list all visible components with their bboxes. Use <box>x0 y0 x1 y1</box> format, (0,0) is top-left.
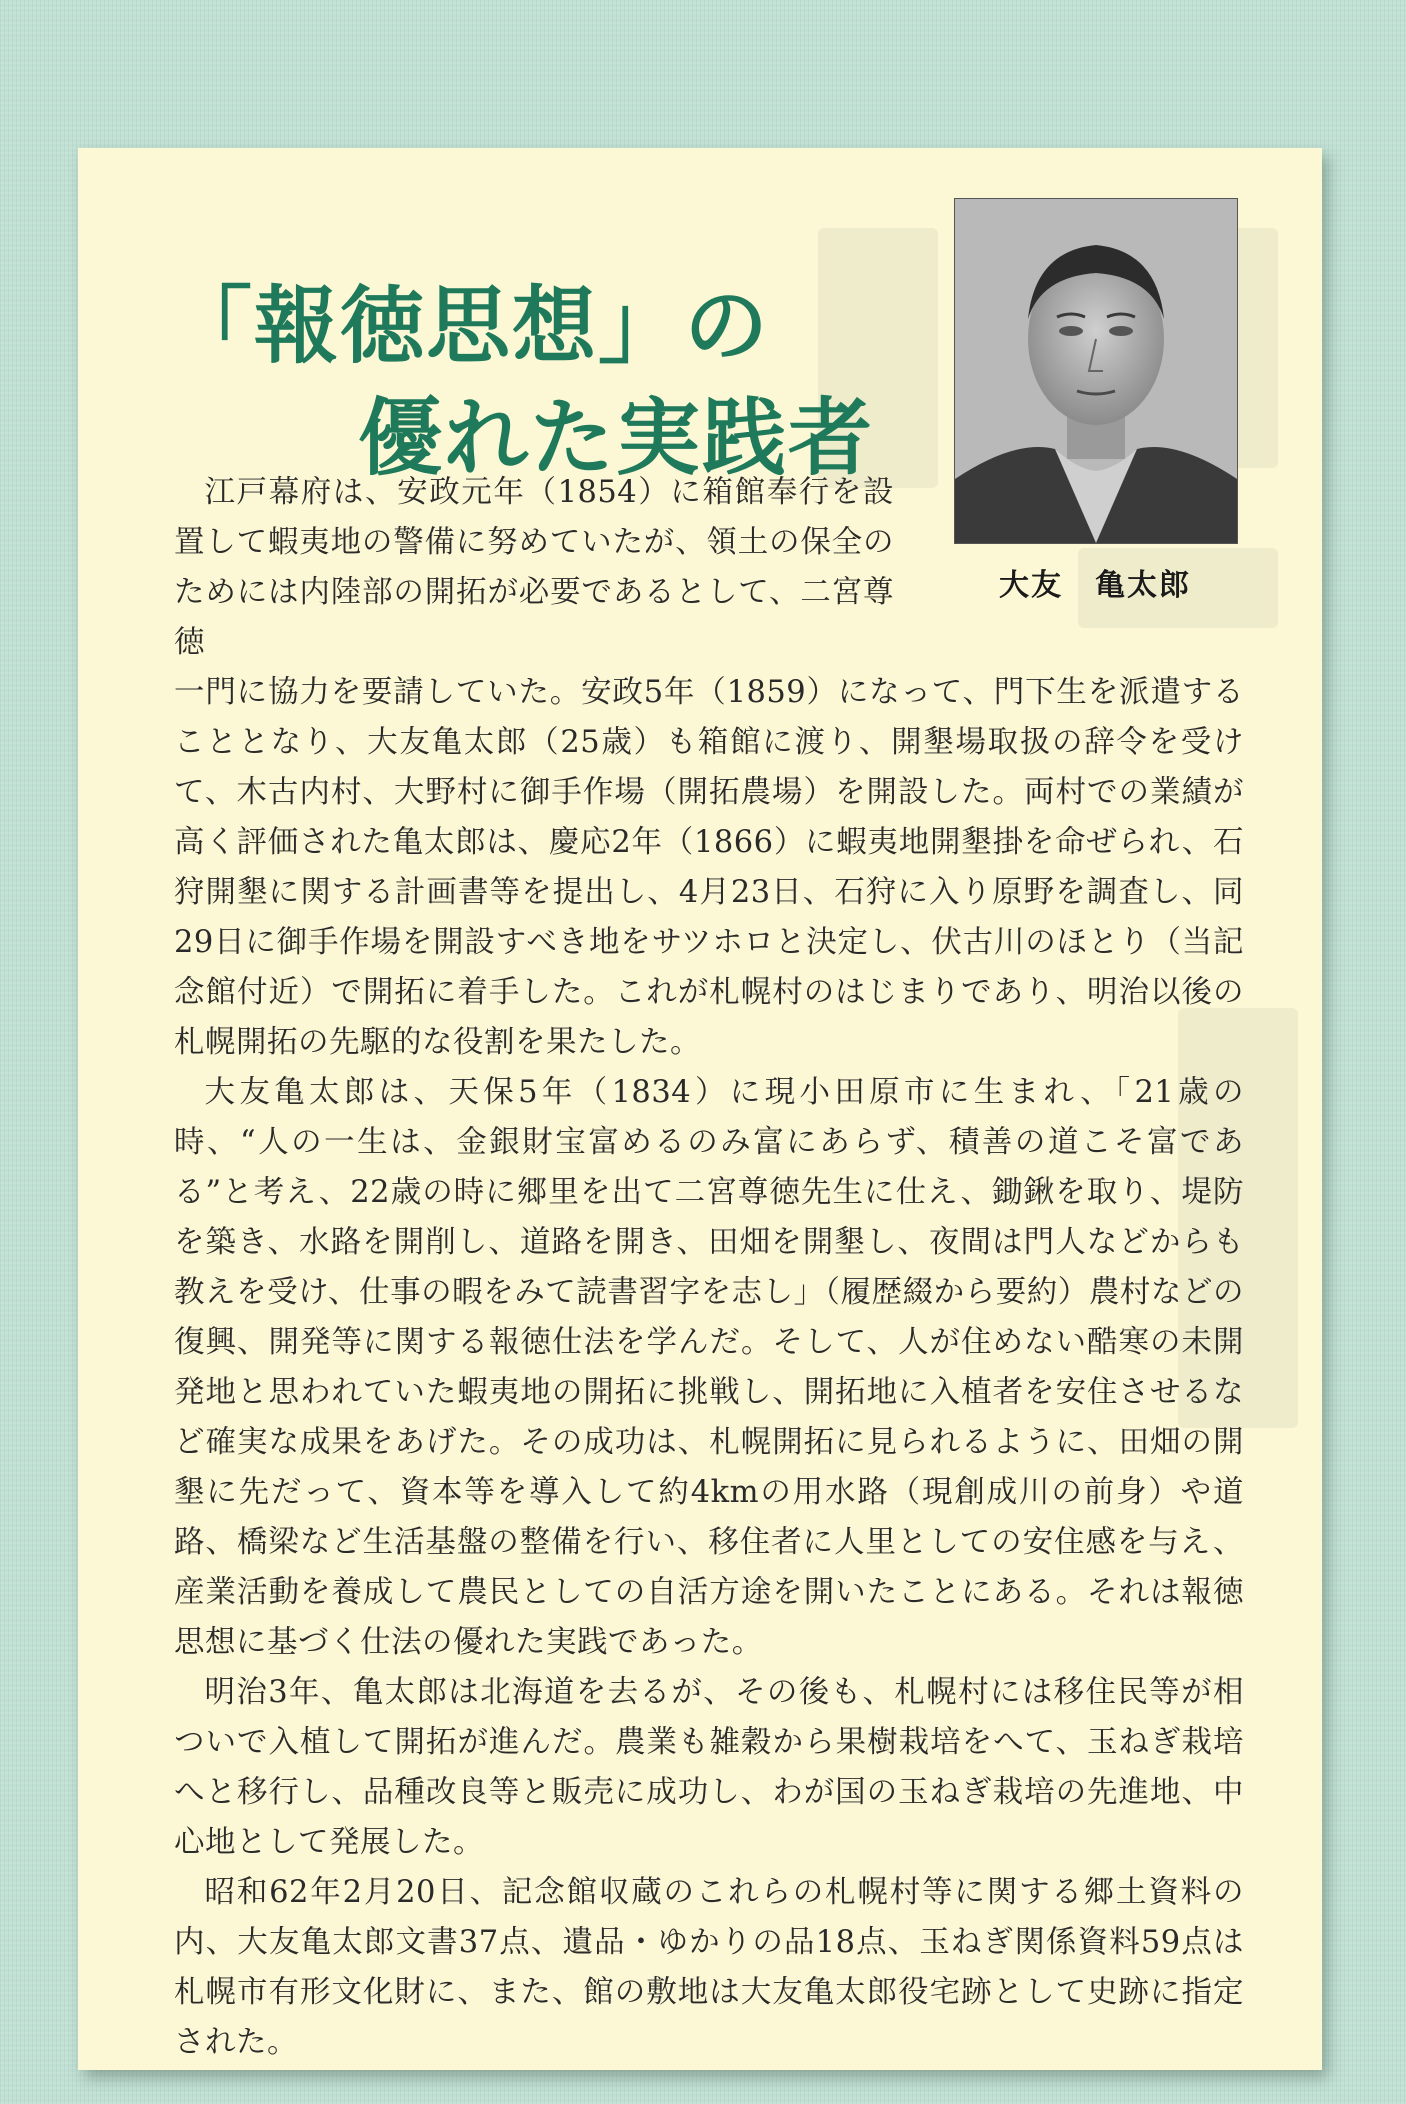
paragraph: 昭和62年2月20日、記念館収蔵のこれらの札幌村等に関する郷土資料の内、大友亀太郎文書37点、遺品・ゆかりの品18点、玉ねぎ関係資料59点は札幌市有形文化財に、また、館の敷地は大友亀太郎役宅跡として史跡に指定された。 <box>174 1875 1244 2060</box>
title-line-1: 「報徳思想」の <box>168 276 771 375</box>
paragraph: 一門に協力を要請していた。安政5年（1859）になって、門下生を派遣することとなり、大友亀太郎（25歳）も箱館に渡り、開墾場取扱の辞令を受けて、木古内村、大野村に御手作場（開拓農場）を開設した。両村での業績が高く評価された亀太郎は、慶応2年（1866）に蝦夷地開墾掛を命ぜられ、石狩開墾に関する計画書等を提出し、4月23日、石狩に入り原野を調査し、同29日に御手作場を開設すべき地をサツホロと決定し、伏古川のほとり（当記念館付近）で開拓に着手した。これが札幌村のはじまりであり、明治以後の札幌開拓の先駆的な役割を果たした。 <box>174 675 1244 1060</box>
paragraph: 明治3年、亀太郎は北海道を去るが、その後も、札幌村には移住民等が相ついで入植して開拓が進んだ。農業も雑穀から果樹栽培をへて、玉ねぎ栽培へと移行し、品種改良等と販売に成功し、わが国の玉ねぎ栽培の先進地、中心地として発展した。 <box>174 1675 1244 1860</box>
paragraph: 大友亀太郎は、天保5年（1834）に現小田原市に生まれ、「21歳の時、“人の一生は、金銀財宝富めるのみ富にあらず、積善の道こそ富である”と考え、22歳の時に郷里を出て二宮尊徳先生に仕え、鋤鍬を取り、堤防を築き、水路を開削し、道路を開き、田畑を開墾し、夜間は門人などからも教えを受け、仕事の暇をみて読書習字を志し」（履歴綴から要約）農村などの復興、開発等に関する報徳仕法を学んだ。そして、人が住めない酷寒の未開発地と思われていた蝦夷地の開拓に挑戦し、開拓地に入植者を安住させるなど確実な成果をあげた。その成功は、札幌開拓に見られるように、田畑の開墾に先だって、資本等を導入して約4kmの用水路（現創成川の前身）や道路、橋梁など生活基盤の整備を行い、移住者に人里としての安住感を与え、産業活動を養成して農民としての自活方途を開いたことにある。それは報徳思想に基づく仕法の優れた実践であった。 <box>174 1075 1244 1660</box>
article-title <box>168 270 874 494</box>
title-line-2: 優れた実践者 <box>358 388 875 487</box>
article-body <box>174 468 1244 2068</box>
document-sheet <box>78 148 1322 2070</box>
photo-caption: 大友 亀太郎 <box>999 568 1191 603</box>
paragraph: 江戸幕府は、安政元年（1854）に箱館奉行を設置して蝦夷地の警備に努めていたが、領土の保全のためには内陸部の開拓が必要であるとして、二宮尊徳 <box>174 475 894 660</box>
